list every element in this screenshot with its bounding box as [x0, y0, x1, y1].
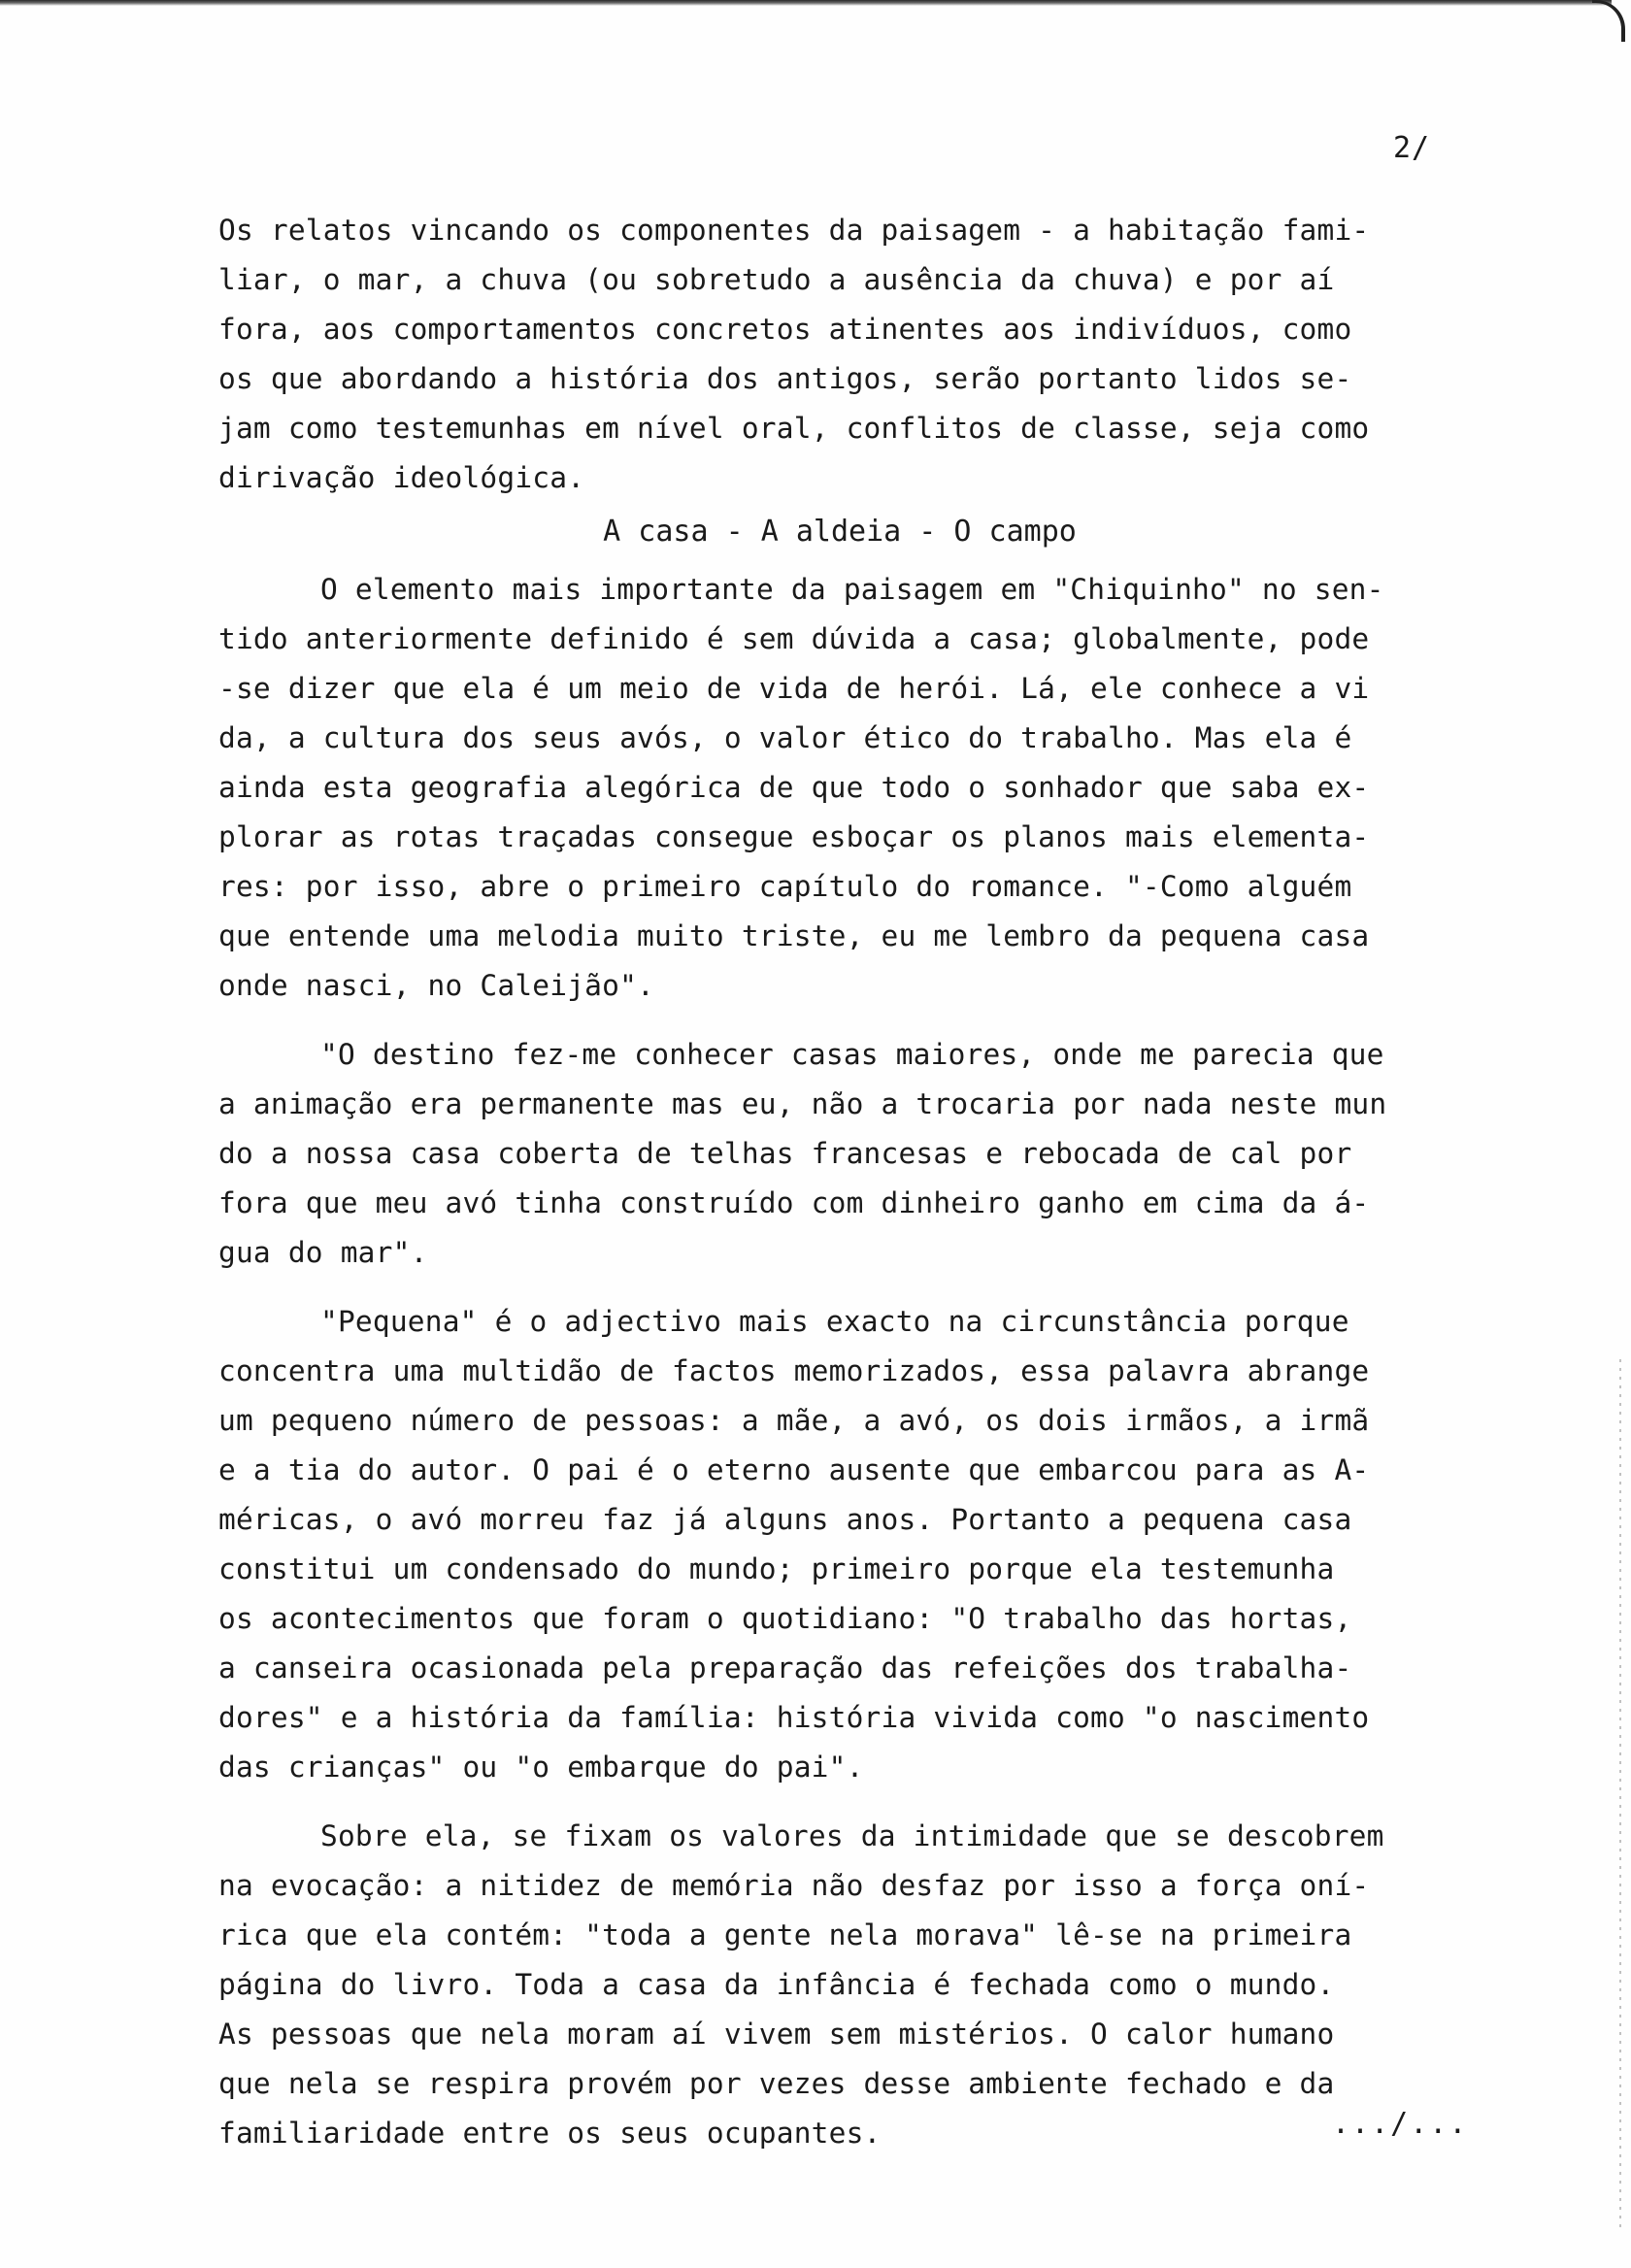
text-line: Os relatos vincando os componentes da paisagem - a habitação fami-	[218, 214, 1370, 247]
body-paragraph-1	[218, 565, 1548, 1011]
text-line: e a tia do autor. O pai é o eterno ausente que embarcou para as A-	[218, 1453, 1370, 1486]
text-line: página do livro. Toda a casa da infância é fechada como o mundo.	[218, 1968, 1335, 2001]
text-line: constitui um condensado do mundo; primeiro porque ela testemunha	[218, 1552, 1335, 1585]
page-corner-curl	[1592, 0, 1625, 42]
text-line: do a nossa casa coberta de telhas francesas e rebocada de cal por	[218, 1137, 1352, 1170]
text-line: ainda esta geografia alegórica de que todo o sonhador que saba ex-	[218, 771, 1370, 804]
continuation-mark: .../...	[1332, 2107, 1469, 2141]
text-line: da, a cultura dos seus avós, o valor ético do trabalho. Mas ela é	[218, 721, 1352, 754]
text-line: concentra uma multidão de factos memorizados, essa palavra abrange	[218, 1354, 1370, 1387]
text-line: das crianças" ou "o embarque do pai".	[218, 1751, 864, 1784]
text-line: gua do mar".	[218, 1236, 428, 1269]
text-line: fora que meu avó tinha construído com dinheiro ganho em cima da á-	[218, 1186, 1370, 1219]
text-line: O elemento mais importante da paisagem em "Chiquinho" no sen-	[320, 573, 1384, 606]
page-number: 2/	[1393, 131, 1431, 165]
text-line: méricas, o avó morreu faz já alguns anos. Portanto a pequena casa	[218, 1503, 1352, 1536]
text-line: dirivação ideológica.	[218, 461, 585, 494]
text-line: jam como testemunhas em nível oral, conflitos de classe, seja como	[218, 412, 1370, 445]
text-line: dores" e a história da família: história vivida como "o nascimento	[218, 1701, 1370, 1734]
text-line: As pessoas que nela moram aí vivem sem mistérios. O calor humano	[218, 2018, 1335, 2051]
text-line: "Pequena" é o adjectivo mais exacto na circunstância porque	[320, 1305, 1349, 1338]
text-line: os acontecimentos que foram o quotidiano: "O trabalho das hortas,	[218, 1602, 1352, 1635]
text-line: rica que ela contém: "toda a gente nela morava" lê-se na primeira	[218, 1918, 1352, 1951]
text-line: um pequeno número de pessoas: a mãe, a avó, os dois irmãos, a irmã	[218, 1404, 1370, 1437]
text-line: a canseira ocasionada pela preparação das refeições dos trabalha-	[218, 1651, 1352, 1684]
document-body	[218, 206, 1548, 2158]
text-line: Sobre ela, se fixam os valores da intimidade que se descobrem	[320, 1819, 1384, 1852]
intro-paragraph	[218, 206, 1548, 503]
body-paragraph-3	[218, 1297, 1548, 1792]
scanned-top-edge	[0, 0, 1612, 6]
scanned-right-edge	[1619, 1359, 1621, 2233]
text-line: fora, aos comportamentos concretos atinentes aos indivíduos, como	[218, 313, 1352, 346]
text-line: na evocação: a nitidez de memória não desfaz por isso a força oní-	[218, 1869, 1370, 1902]
text-line: plorar as rotas traçadas consegue esboçar os planos mais elementa-	[218, 820, 1370, 853]
text-line: onde nasci, no Caleijão".	[218, 969, 655, 1002]
text-line: os que abordando a história dos antigos, serão portanto lidos se-	[218, 362, 1352, 395]
text-line: -se dizer que ela é um meio de vida de herói. Lá, ele conhece a vi	[218, 672, 1370, 705]
text-line: liar, o mar, a chuva (ou sobretudo a ausência da chuva) e por aí	[218, 263, 1335, 296]
text-line: familiaridade entre os seus ocupantes.	[218, 2117, 882, 2150]
text-line: que nela se respira provém por vezes desse ambiente fechado e da	[218, 2067, 1335, 2100]
text-line: a animação era permanente mas eu, não a trocaria por nada neste mun	[218, 1087, 1387, 1120]
body-paragraph-2	[218, 1030, 1548, 1278]
text-line: tido anteriormente definido é sem dúvida a casa; globalmente, pode	[218, 622, 1370, 655]
section-heading: A casa - A aldeia - O campo	[603, 515, 1077, 549]
text-line: res: por isso, abre o primeiro capítulo do romance. "-Como alguém	[218, 870, 1352, 903]
text-line: "O destino fez-me conhecer casas maiores, onde me parecia que	[320, 1038, 1384, 1071]
text-line: que entende uma melodia muito triste, eu me lembro da pequena casa	[218, 919, 1370, 952]
